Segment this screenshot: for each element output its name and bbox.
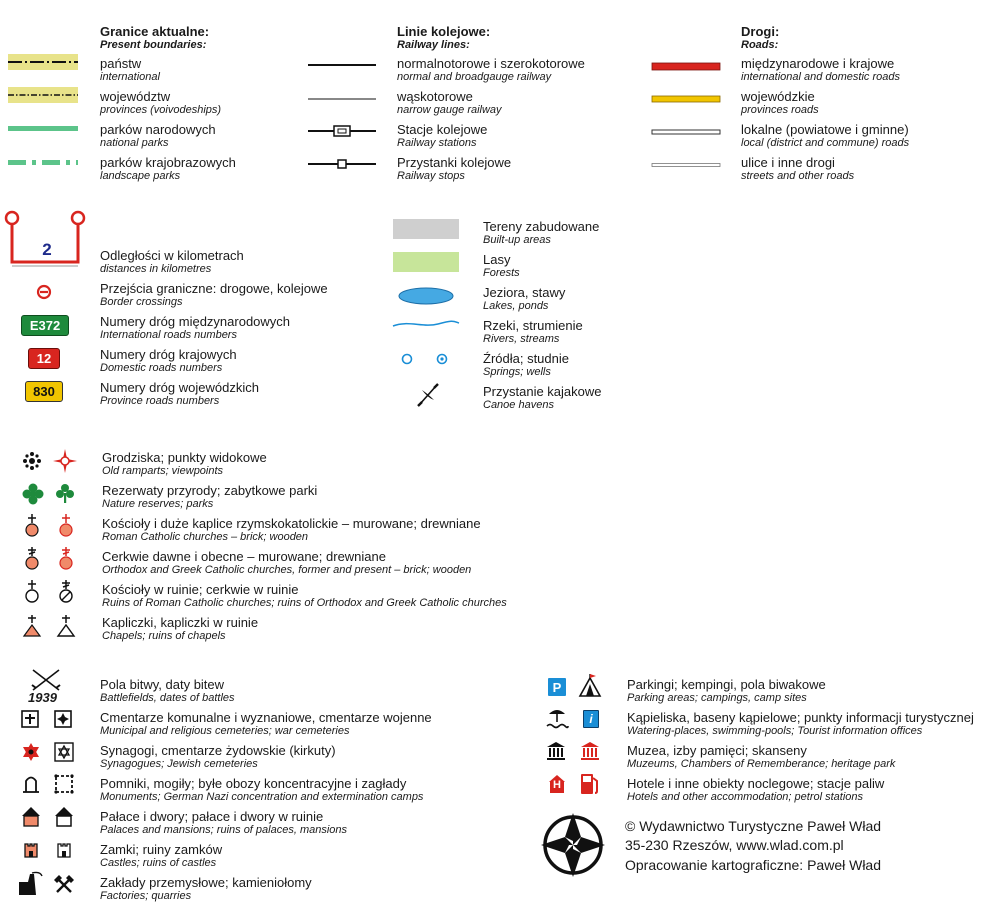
copyright-line: © Wydawnictwo Turystyczne Paweł Wład xyxy=(625,818,882,834)
legend-label: Zamki; ruiny zamków xyxy=(100,842,223,857)
legend-label: normalnotorowe i szerokotorowe xyxy=(397,56,585,71)
cartography-line: Opracowanie kartograficzne: Paweł Wład xyxy=(625,857,882,873)
legend-label: Cerkwie dawne i obecne – murowane; drewniane xyxy=(102,549,386,564)
legend-label: parków narodowych xyxy=(100,122,216,137)
legend-label: Przystanie kajakowe xyxy=(483,384,602,399)
legend-label-en: Built-up areas xyxy=(483,234,551,246)
tourist-info-icon: i xyxy=(583,710,599,728)
legend-label-en: Chapels; ruins of chapels xyxy=(102,630,226,642)
distance-value: 2 xyxy=(42,240,52,259)
legend-label: Numery dróg międzynarodowych xyxy=(100,314,291,329)
legend-label: państw xyxy=(100,56,142,71)
legend-label-en: Battlefields, dates of battles xyxy=(100,692,235,704)
railway-station-icon xyxy=(308,124,376,138)
compass-rose-icon xyxy=(541,813,605,877)
legend-label: Stacje kolejowe xyxy=(397,122,488,137)
monument-icon xyxy=(22,774,40,794)
legend-label: Pomniki, mogiły; byłe obozy koncentracyjne i zagłady xyxy=(100,776,407,791)
address-line: 35-230 Rzeszów, www.wlad.com.pl xyxy=(625,837,844,853)
petrol-station-icon xyxy=(580,772,600,796)
legend-label: ulice i inne drogi xyxy=(741,155,835,170)
legend-label: Synagogi, cmentarze żydowskie (kirkuty) xyxy=(100,743,336,758)
international-road-symbol xyxy=(652,62,720,72)
legend-label-en: local (district and commune) roads xyxy=(741,137,910,149)
castle-icon xyxy=(24,842,38,858)
legend-label-en: Domestic roads numbers xyxy=(100,362,223,374)
legend-label: parków krajobrazowych xyxy=(100,155,236,170)
boundaries-subtitle: Present boundaries: xyxy=(100,39,207,51)
legend-label: Kościoły w ruinie; cerkwie w ruinie xyxy=(102,582,299,597)
legend-label-en: Roman Catholic churches – brick; wooden xyxy=(102,531,309,543)
legend-label-en: distances in kilometres xyxy=(100,263,212,275)
hotel-letter: H xyxy=(553,779,561,791)
brick-orthodox-church-icon xyxy=(24,546,40,572)
legend-label-en: Forests xyxy=(483,267,520,279)
built-up-area-swatch xyxy=(393,219,459,239)
legend-label-en: Canoe havens xyxy=(483,399,554,411)
legend-label-en: Watering-places, swimming-pools; Tourist information offices xyxy=(627,725,923,737)
ruined-chapel-icon xyxy=(56,614,76,638)
legend-label: Pola bitwy, daty bitew xyxy=(100,677,225,692)
wooden-catholic-church-icon xyxy=(58,513,74,539)
legend-label-en: Railway stops xyxy=(397,170,465,182)
legend-label-en: Nature reserves; parks xyxy=(102,498,214,510)
legend-label: Jeziora, stawy xyxy=(483,285,566,300)
legend-label: Zakłady przemysłowe; kamieniołomy xyxy=(100,875,312,890)
camping-icon xyxy=(578,674,602,698)
legend-label: Rzeki, strumienie xyxy=(483,318,583,333)
legend-label-en: international and domestic roads xyxy=(741,71,900,83)
viewpoint-icon xyxy=(52,448,78,474)
boundaries-title: Granice aktualne: xyxy=(100,24,210,39)
roads-title: Drogi: xyxy=(741,24,780,39)
legend-label-en: Orthodox and Greek Catholic churches, former and present – brick; wooden xyxy=(102,564,472,576)
legend-label: Kąpieliska, baseny kąpielowe; punkty informacji turystycznej xyxy=(627,710,974,725)
legend-label-en: international xyxy=(100,71,160,83)
local-road-symbol xyxy=(652,128,720,138)
roads-subtitle: Roads: xyxy=(741,39,779,51)
war-cemetery-icon xyxy=(54,710,72,728)
well-icon xyxy=(436,353,448,365)
ruined-orthodox-church-icon xyxy=(58,579,74,605)
ruined-palace-icon xyxy=(54,806,74,828)
legend-label: Grodziska; punkty widokowe xyxy=(102,450,267,465)
legend-label: Rezerwaty przyrody; zabytkowe parki xyxy=(102,483,318,498)
quarry-icon xyxy=(53,874,75,896)
legend-label: Kapliczki, kapliczki w ruinie xyxy=(102,615,259,630)
legend-label: Tereny zabudowane xyxy=(483,219,600,234)
legend-label: województw xyxy=(100,89,171,104)
legend-label-en: Railway stations xyxy=(397,137,477,149)
legend-label-en: Synagogues; Jewish cemeteries xyxy=(100,758,258,770)
historic-park-icon xyxy=(55,483,75,505)
concentration-camp-icon xyxy=(53,774,75,794)
legend-label-en: provinces roads xyxy=(741,104,819,116)
international-road-number-badge: E372 xyxy=(21,315,69,336)
factory-icon xyxy=(18,872,44,896)
legend-label-en: Ruins of Roman Catholic churches; ruins of Orthodox and Greek Catholic churches xyxy=(102,597,507,609)
legend-label-en: Parking areas; campings, camp sites xyxy=(627,692,807,704)
legend-label-en: Factories; quarries xyxy=(100,890,192,902)
legend-label-en: normal and broadgauge railway xyxy=(397,71,552,83)
legend-label: Muzea, izby pamięci; skanseny xyxy=(627,743,807,758)
legend-label: Pałace i dwory; pałace i dwory w ruinie xyxy=(100,809,324,824)
legend-label: Numery dróg krajowych xyxy=(100,347,237,362)
legend-label-en: Springs; wells xyxy=(483,366,551,378)
national-park-boundary-symbol xyxy=(8,126,78,132)
narrow-railway-symbol xyxy=(308,94,376,104)
cemetery-icon xyxy=(21,710,39,728)
legend-label-en: Hotels and other accommodation; petrol stations xyxy=(627,791,864,803)
legend-label-en: Lakes, ponds xyxy=(483,300,549,312)
legend-label-en: provinces (voivodeships) xyxy=(100,104,222,116)
watering-place-icon xyxy=(546,706,568,730)
parking-icon: P xyxy=(548,678,566,696)
lake-icon xyxy=(398,286,454,306)
wooden-orthodox-church-icon xyxy=(58,546,74,572)
legend-label: Odległości w kilometrach xyxy=(100,248,244,263)
castle-ruins-icon xyxy=(57,842,71,858)
legend-label: Źródła; studnie xyxy=(483,351,569,366)
railway-stop-icon xyxy=(308,157,376,171)
province-road-number-badge: 830 xyxy=(25,381,63,402)
legend-label-en: Castles; ruins of castles xyxy=(100,857,217,869)
legend-label-en: landscape parks xyxy=(100,170,181,182)
legend-label-en: Municipal and religious cemeteries; war cemeteries xyxy=(100,725,350,737)
palace-icon xyxy=(21,806,41,828)
legend-label: Cmentarze komunalne i wyznaniowe, cmentarze wojenne xyxy=(100,710,432,725)
railways-subtitle: Railway lines: xyxy=(397,39,470,51)
legend-label: Lasy xyxy=(483,252,511,267)
museum-icon xyxy=(546,741,566,761)
international-boundary-symbol xyxy=(8,54,78,70)
synagogue-icon xyxy=(21,742,41,762)
battle-year: 1939 xyxy=(28,690,57,705)
legend-label-en: national parks xyxy=(100,137,169,149)
ruined-catholic-church-icon xyxy=(24,579,40,605)
legend-label-en: Border crossings xyxy=(100,296,183,308)
legend-label: Kościoły i duże kaplice rzymskokatolickie – murowane; drewniane xyxy=(102,516,481,531)
river-icon xyxy=(393,318,459,330)
street-symbol xyxy=(652,161,720,171)
old-rampart-icon xyxy=(22,451,42,471)
legend-label-en: Province roads numbers xyxy=(100,395,220,407)
brick-catholic-church-icon xyxy=(24,513,40,539)
legend-label-en: streets and other roads xyxy=(741,170,855,182)
normal-railway-symbol xyxy=(308,60,376,70)
legend-label-en: Old ramparts; viewpoints xyxy=(102,465,224,477)
jewish-cemetery-icon xyxy=(54,742,74,762)
canoe-haven-icon xyxy=(416,382,440,408)
legend-label: międzynarodowe i krajowe xyxy=(741,56,895,71)
chapel-icon xyxy=(22,614,42,638)
legend-label: Parkingi; kempingi, pola biwakowe xyxy=(627,677,826,692)
legend-label-en: International roads numbers xyxy=(100,329,237,341)
legend-label-en: Rivers, streams xyxy=(483,333,560,345)
legend-label-en: Muzeums, Chambers of Rememberance; heritage park xyxy=(627,758,896,770)
legend-label-en: narrow gauge railway xyxy=(397,104,502,116)
legend-label: Numery dróg wojewódzkich xyxy=(100,380,259,395)
railways-title: Linie kolejowe: xyxy=(397,24,491,39)
legend-label: lokalne (powiatowe i gminne) xyxy=(741,122,909,137)
heritage-park-icon xyxy=(580,741,600,761)
spring-icon xyxy=(401,353,413,365)
domestic-road-number-badge: 12 xyxy=(28,348,60,369)
legend-label: wąskotorowe xyxy=(397,89,473,104)
nature-reserve-icon xyxy=(22,483,44,505)
legend-label-en: Palaces and mansions; ruins of palaces, mansions xyxy=(100,824,348,836)
border-crossing-icon xyxy=(36,284,52,300)
legend-label-en: Monuments; German Nazi concentration and extermination camps xyxy=(100,791,424,803)
forest-swatch xyxy=(393,252,459,272)
legend-label: Hotele i inne obiekty noclegowe; stacje paliw xyxy=(627,776,885,791)
legend-label: Przejścia graniczne: drogowe, kolejowe xyxy=(100,281,328,296)
legend-label: wojewódzkie xyxy=(741,89,815,104)
landscape-park-boundary-symbol xyxy=(8,160,78,166)
legend-label: Przystanki kolejowe xyxy=(397,155,512,170)
province-boundary-symbol xyxy=(8,87,78,103)
province-road-symbol xyxy=(652,95,720,105)
